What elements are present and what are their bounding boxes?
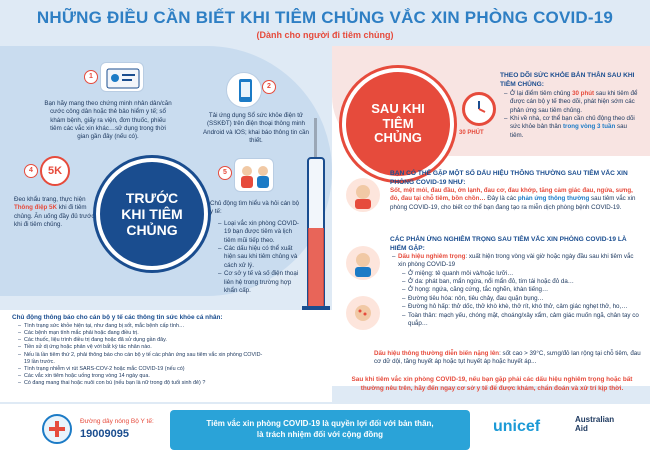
hotline-number[interactable]: 19009095: [80, 428, 129, 440]
ask-list: – Loại vắc xin phòng COVID-19 bạn được tiêm và lịch tiêm mũi tiếp theo. – Các dấu hiệu có thể xuất hiện sau khi tiêm chủng và cách xử lý. – Cơ sở y tế và số điện thoại liên hệ trong trường hợp khẩn cấp.: [218, 220, 304, 295]
personal-health-info-box: [0, 310, 332, 402]
step-number: 1: [84, 70, 98, 84]
id-card-icon: [100, 62, 144, 92]
slogan-banner: Tiêm vắc xin phòng COVID-19 là quyền lợi đối với bản thân, là trách nhiệm đối với cộng đồng: [170, 410, 470, 450]
rash-icon: [346, 296, 380, 330]
step-number: 5: [218, 166, 232, 180]
before-vaccination-badge: TRƯỚC KHI TIÊM CHỦNG: [96, 158, 208, 270]
monitor-list: – Ở lại điểm tiêm chủng 30 phút sau khi tiêm để được cán bộ y tế theo dõi, phát hiện sớm các phản ứng sau tiêm chủng. – Khi về nhà, cơ thể bạn cần chủ động theo dõi sức khỏe bản thân trong vòng 3 tuần sau tiêm.: [504, 90, 642, 140]
normal-signs-title: BẠN CÓ THỂ GẶP MỘT SỐ DẤU HIỆU THÔNG THƯỜNG SAU TIÊM VẮC XIN PHÒNG COVID-19 NHƯ:: [390, 170, 628, 186]
contact-list: – Tình trạng sức khỏe hiện tại, như đang bị sốt, mắc bệnh cấp tính… – Các bệnh mạn tính mắc phải hoặc đang điều trị. – Các thuốc, liệu trình điều trị đang hoặc đã sử dụng gần đây. – Tiền sử dị ứng hoặc phản vệ với bất kỳ tác nhân nào. – Nếu là lần tiêm thứ 2, phải thông báo cho cán bộ y tế các phản ứng sau tiêm vắc xin phòng COVID-19 lần trước. – Tình trạng nhiễm vi rút SARS-COV-2 hoặc mắc COVID-19 (nếu có) – Các vắc xin tiêm hoặc uống trong vòng 14 ngày qua. – Có đang mang thai hoặc nuôi con bú (nếu bạn là nữ trong độ tuổi sinh đẻ) ?: [18, 323, 268, 387]
warning-message: Sau khi tiêm vắc xin phòng COVID-19, nếu bạn gặp phải các dấu hiệu nghiêm trọng hoặc bất thường nêu trên, hãy đến ngay cơ sở y tế để được khám, chẩn đoán và xử trí kịp thời.: [351, 376, 633, 392]
stopwatch-icon: [462, 92, 496, 126]
monitor-title: THEO DÕI SỨC KHỎE BẢN THÂN SAU KHI TIÊM CHỦNG:: [500, 72, 635, 88]
australian-aid-logo: Australian Aid: [575, 415, 615, 433]
before-item-1-text: Bạn hãy mang theo chứng minh nhân dân/căn cước công dân hoặc thẻ bảo hiểm y tế; sổ khám bệnh, giấy ra viện, đơn thuốc, phiếu tiêm các vắc xin khác…sử dụng trong thời gian gần đây (nếu có).: [44, 100, 172, 141]
page-title: NHỮNG ĐIỀU CẦN BIẾT KHI TIÊM CHỦNG VẮC XIN PHÒNG COVID-19: [36, 8, 614, 27]
phone-app-icon: [226, 72, 262, 108]
severe-signs-list: – Dấu hiệu nghiêm trọng: xuất hiện trong vòng vài giờ hoặc ngày đầu sau khi tiêm vắc xin phòng COVID-19 – Ở miệng: tê quanh môi và/hoặc lưỡi… – Ở da: phát ban, mẩn ngứa, nổi mẩn đỏ, tím tái hoặc đỏ da… – Ở họng: ngứa, căng cứng, tắc nghẽn, khàn tiếng… – Đường tiêu hóa: nôn, tiêu chảy, đau quặn bụng… – Đường hô hấp: thở dốc, thở khò khè, thở rít, khó thở, cảm giác nghẹt thở, ho,… – Toàn thân: mạch yếu, chóng mặt, choáng/xây xẩm, cảm giác muốn ngã, chân tay co quắp…: [392, 253, 640, 328]
before-item-4-text: Đeo khẩu trang, thực hiện Thông điệp 5K khi đi tiêm chủng. Ăn uống đầy đủ trước khi đi tiêm chủng.: [14, 196, 95, 229]
doctor-consult-icon: [234, 158, 274, 192]
before-item-5-text: Chủ động tìm hiểu và hỏi cán bộ y tế:: [210, 200, 300, 216]
severe-signs-title: CÁC PHẢN ỨNG NGHIÊM TRỌNG SAU TIÊM VẮC XIN PHÒNG COVID-19 LÀ HIẾM GẶP:: [390, 236, 627, 252]
step-number: 2: [262, 80, 276, 94]
hotline-label: Đường dây nóng Bộ Y tế:: [80, 418, 154, 425]
normal-signs-text: Sốt, mệt mỏi, đau đầu, ớn lạnh, đau cơ, đau khớp, tăng cảm giác đau, ngứa, sưng, đỏ, đau tại chỗ tiêm, bồn chồn… Đây là các phản ứng thông thường sau tiêm vắc xin phòng COVID-19, cho biết cơ thể bạn đang tạo ra miễn dịch phòng bệnh COVID-19.: [390, 187, 636, 211]
ministry-health-logo: [42, 414, 72, 444]
worsening-signs: Dấu hiệu thông thường diễn biến nặng lên: sốt cao > 39°C, sưng/đỏ lan rộng tại chỗ tiêm, đau cơ dữ dội, tăng huyết áp hoặc tụt huyết áp hoặc huyết áp...: [374, 350, 641, 366]
step-number: 4: [24, 164, 38, 178]
timer-label: 30 PHÚT: [459, 130, 484, 136]
contact-title: Chủ động thông báo cho cán bộ y tế các thông tin sức khỏe cá nhân:: [12, 314, 223, 321]
after-vaccination-badge: SAU KHI TIÊM CHỦNG: [342, 68, 454, 180]
message-5k-icon: 5K: [40, 156, 70, 186]
before-item-2-text: Tải ứng dụng Sổ sức khỏe điện tử (SSKĐT) trên điện thoại thông minh Android và IOS; khai báo thông tin cần thiết.: [203, 112, 309, 145]
sick-person-icon: [346, 246, 380, 280]
fever-person-icon: [346, 178, 380, 212]
page-subtitle: (Dành cho người đi tiêm chủng): [256, 30, 394, 40]
unicef-logo: unicef: [493, 418, 541, 435]
